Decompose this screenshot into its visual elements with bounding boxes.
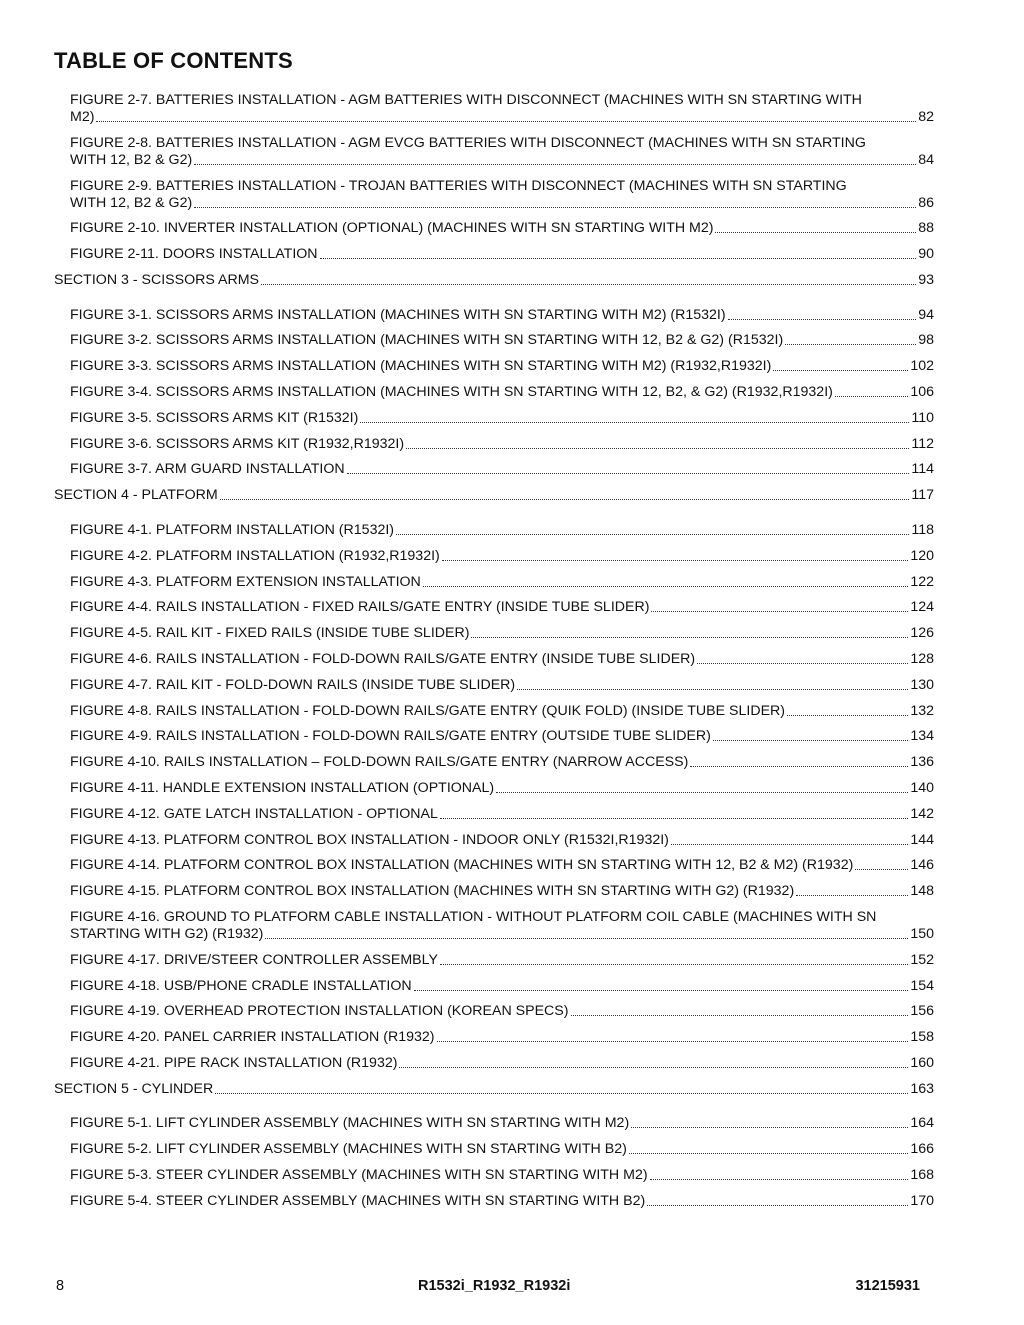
toc-page-number: 156: [910, 1003, 934, 1020]
toc-entry-title: [70, 703, 910, 720]
toc-figure-entry[interactable]: [54, 1115, 934, 1132]
toc-entry-title: [70, 978, 910, 995]
dot-leader: [773, 369, 908, 371]
toc-entry-title: [70, 754, 910, 771]
toc-figure-entry[interactable]: [54, 883, 934, 900]
toc-entry-title: [70, 1167, 910, 1184]
toc-page-number: 94: [918, 306, 934, 323]
toc-figure-entry[interactable]: [54, 832, 934, 849]
toc-entry-title: [70, 780, 910, 797]
toc-entry-text: FIGURE 4-20. PANEL CARRIER INSTALLATION (R1932): [70, 1029, 435, 1046]
toc-entry-text: FIGURE 4-3. PLATFORM EXTENSION INSTALLATION: [70, 573, 421, 590]
toc-figure-entry[interactable]: [54, 358, 934, 375]
toc-figure-entry[interactable]: [54, 651, 934, 668]
toc-figure-entry[interactable]: [54, 754, 934, 771]
toc-page-number: 130: [910, 676, 934, 693]
page-title: TABLE OF CONTENTS: [54, 48, 293, 73]
toc-page-number: 98: [918, 332, 934, 349]
toc-page-number: 148: [910, 883, 934, 900]
dot-leader: [194, 163, 916, 165]
toc-figure-entry[interactable]: [54, 1193, 934, 1210]
toc-entry-text: FIGURE 4-14. PLATFORM CONTROL BOX INSTALLATION (MACHINES WITH SN STARTING WITH 12, B2 & M2) (R1932): [70, 857, 854, 874]
toc-page-number: 128: [910, 650, 934, 667]
toc-page-number: 144: [910, 831, 934, 848]
toc-entry-title: [70, 307, 918, 324]
toc-entry-title: [70, 857, 910, 874]
toc-page-number: 122: [910, 573, 934, 590]
toc-entry-text: FIGURE 4-13. PLATFORM CONTROL BOX INSTALLATION - INDOOR ONLY (R1532I,R1932I): [70, 831, 669, 848]
toc-page-number: 114: [911, 461, 934, 478]
toc-entry-text: FIGURE 4-21. PIPE RACK INSTALLATION (R1932): [70, 1054, 398, 1071]
dot-leader: [496, 791, 908, 793]
toc-page-number: 136: [910, 754, 934, 771]
dot-leader: [414, 989, 909, 991]
table-of-contents: [54, 92, 934, 1219]
toc-entry-text: SECTION 3 - SCISSORS ARMS: [54, 272, 259, 289]
dot-leader: [713, 739, 908, 741]
dot-leader: [347, 472, 910, 474]
toc-figure-entry[interactable]: [54, 522, 934, 539]
toc-entry-title: [70, 410, 911, 427]
toc-page-number: 120: [910, 547, 934, 564]
dot-leader: [629, 1152, 909, 1154]
toc-entry-text: FIGURE 4-2. PLATFORM INSTALLATION (R1932,R1932I): [70, 547, 440, 564]
toc-page-number: 132: [910, 702, 934, 719]
toc-page-number: 126: [910, 625, 934, 642]
toc-entry-text: FIGURE 5-2. LIFT CYLINDER ASSEMBLY (MACHINES WITH SN STARTING WITH B2): [70, 1141, 627, 1158]
dot-leader: [406, 447, 909, 449]
toc-entry-text-line1: FIGURE 2-7. BATTERIES INSTALLATION - AGM BATTERIES WITH DISCONNECT (MACHINES WITH SN STARTING WITH: [70, 92, 862, 108]
toc-figure-entry[interactable]: [54, 909, 934, 943]
toc-entry-text: SECTION 5 - CYLINDER: [54, 1080, 214, 1097]
toc-entry-title: [54, 487, 911, 504]
dot-leader: [835, 395, 908, 397]
toc-entry-title: [70, 599, 910, 616]
toc-entry-text: FIGURE 4-17. DRIVE/STEER CONTROLLER ASSEMBLY: [70, 951, 438, 968]
toc-figure-entry[interactable]: [54, 1003, 934, 1020]
toc-page-number: 168: [910, 1167, 934, 1183]
dot-leader: [855, 868, 908, 870]
toc-figure-entry[interactable]: [54, 599, 934, 616]
toc-entry-title: [70, 651, 910, 668]
toc-entry-text: FIGURE 3-3. SCISSORS ARMS INSTALLATION (MACHINES WITH SN STARTING WITH M2) (R1932,R1932I): [70, 358, 772, 375]
dot-leader: [787, 714, 908, 716]
toc-entry-text: FIGURE 5-3. STEER CYLINDER ASSEMBLY (MACHINES WITH SN STARTING WITH M2): [70, 1167, 648, 1183]
dot-leader: [442, 559, 909, 561]
toc-entry-title: [70, 246, 918, 263]
dot-leader: [194, 206, 916, 208]
toc-entry-title: [70, 522, 911, 539]
toc-figure-entry[interactable]: [54, 857, 934, 874]
toc-entry-title: [70, 92, 918, 126]
toc-entry-title: [70, 178, 918, 212]
toc-figure-entry[interactable]: [54, 574, 934, 591]
toc-entry-text: FIGURE 4-10. RAILS INSTALLATION – FOLD-DOWN RAILS/GATE ENTRY (NARROW ACCESS): [70, 754, 689, 771]
dot-leader: [261, 283, 916, 285]
toc-entry-title: [70, 1003, 910, 1020]
toc-page-number: 158: [910, 1029, 934, 1046]
toc-entry-title: [70, 883, 910, 900]
toc-entry-title: [70, 220, 918, 237]
toc-figure-entry[interactable]: [54, 952, 934, 969]
dot-leader: [651, 610, 908, 612]
toc-entry-text: FIGURE 5-1. LIFT CYLINDER ASSEMBLY (MACHINES WITH SN STARTING WITH M2): [70, 1115, 630, 1132]
toc-page-number: 106: [910, 384, 934, 401]
toc-entry-text: FIGURE 4-8. RAILS INSTALLATION - FOLD-DOWN RAILS/GATE ENTRY (QUIK FOLD) (INSIDE TUBE SLIDER): [70, 702, 786, 719]
dot-leader: [631, 1126, 908, 1128]
toc-figure-entry[interactable]: [54, 1141, 934, 1158]
toc-entry-text: FIGURE 4-19. OVERHEAD PROTECTION INSTALLATION (KOREAN SPECS): [70, 1003, 569, 1020]
toc-page-number: 163: [910, 1080, 934, 1097]
toc-page-number: 88: [918, 220, 934, 237]
toc-figure-entry[interactable]: [54, 1055, 934, 1072]
toc-figure-entry[interactable]: [54, 135, 934, 169]
toc-page-number: 90: [918, 246, 934, 263]
toc-entry-title: [70, 436, 911, 453]
toc-entry-text: FIGURE 4-12. GATE LATCH INSTALLATION - OPTIONAL: [70, 805, 438, 822]
toc-page-number: 140: [910, 779, 934, 796]
toc-entry-text: FIGURE 4-18. USB/PHONE CRADLE INSTALLATION: [70, 977, 412, 994]
toc-entry-text-line2: STARTING WITH G2) (R1932): [70, 925, 264, 942]
toc-entry-title: [70, 728, 910, 745]
toc-entry-title: [70, 832, 910, 849]
toc-page-number: 150: [910, 925, 934, 942]
toc-page-number: 142: [910, 805, 934, 822]
dot-leader: [440, 817, 908, 819]
dot-leader: [785, 343, 916, 345]
dot-leader: [320, 257, 917, 259]
toc-entry-title: [70, 806, 910, 823]
toc-page-number: 134: [910, 728, 934, 745]
dot-leader: [471, 636, 908, 638]
toc-entry-text: FIGURE 4-4. RAILS INSTALLATION - FIXED RAILS/GATE ENTRY (INSIDE TUBE SLIDER): [70, 599, 650, 616]
toc-page-number: 110: [911, 409, 934, 426]
toc-figure-entry[interactable]: [54, 677, 934, 694]
toc-entry-title: [70, 332, 918, 349]
toc-page-number: 82: [918, 109, 934, 125]
toc-page-number: 166: [910, 1141, 934, 1158]
toc-entry-text: FIGURE 4-5. RAIL KIT - FIXED RAILS (INSIDE TUBE SLIDER): [70, 625, 470, 642]
toc-entry-title: [70, 135, 918, 169]
toc-entry-title: [54, 272, 918, 289]
toc-entry-title: [70, 1115, 910, 1132]
toc-page-number: 112: [911, 435, 934, 452]
toc-page-number: 86: [918, 194, 934, 211]
dot-leader: [647, 1204, 908, 1206]
toc-entry-text: FIGURE 3-6. SCISSORS ARMS KIT (R1932,R1932I): [70, 435, 405, 452]
dot-leader: [690, 765, 908, 767]
toc-page-number: 124: [910, 599, 934, 616]
toc-entry-title: [70, 548, 910, 565]
toc-entry-title: [70, 574, 910, 591]
dot-leader: [715, 231, 916, 233]
toc-page-number: 84: [918, 151, 934, 168]
toc-entry-title: [70, 384, 910, 401]
dot-leader: [265, 937, 908, 939]
toc-entry-text: FIGURE 3-5. SCISSORS ARMS KIT (R1532I): [70, 409, 359, 426]
toc-figure-entry[interactable]: [54, 780, 934, 797]
dot-leader: [396, 533, 909, 535]
toc-entry-text: FIGURE 4-7. RAIL KIT - FOLD-DOWN RAILS (INSIDE TUBE SLIDER): [70, 676, 516, 693]
dot-leader: [96, 120, 916, 122]
toc-figure-entry[interactable]: [54, 548, 934, 565]
toc-entry-title: [70, 1055, 910, 1072]
footer-document-number: 31215931: [855, 1278, 920, 1294]
toc-entry-text-line2: WITH 12, B2 & G2): [70, 194, 193, 211]
toc-page-number: 170: [910, 1192, 934, 1209]
dot-leader: [671, 843, 908, 845]
toc-entry-text: FIGURE 4-6. RAILS INSTALLATION - FOLD-DOWN RAILS/GATE ENTRY (INSIDE TUBE SLIDER): [70, 650, 696, 667]
dot-leader: [697, 662, 908, 664]
toc-entry-text-line1: FIGURE 2-8. BATTERIES INSTALLATION - AGM EVCG BATTERIES WITH DISCONNECT (MACHINES WITH SN STARTING: [70, 134, 866, 151]
toc-entry-text-line2: M2): [70, 109, 95, 125]
toc-figure-entry[interactable]: [54, 1029, 934, 1046]
toc-entry-title: [70, 461, 911, 478]
toc-figure-entry[interactable]: [54, 625, 934, 642]
toc-figure-entry[interactable]: [54, 1167, 934, 1184]
toc-figure-entry[interactable]: [54, 436, 934, 453]
toc-figure-entry[interactable]: [54, 806, 934, 823]
toc-entry-text: FIGURE 4-11. HANDLE EXTENSION INSTALLATION (OPTIONAL): [70, 779, 495, 796]
toc-entry-text: FIGURE 4-9. RAILS INSTALLATION - FOLD-DOWN RAILS/GATE ENTRY (OUTSIDE TUBE SLIDER): [70, 728, 711, 745]
toc-page-number: 164: [910, 1115, 934, 1132]
toc-entry-title: [70, 358, 910, 375]
dot-leader: [399, 1066, 908, 1068]
toc-entry-text: FIGURE 3-2. SCISSORS ARMS INSTALLATION (MACHINES WITH SN STARTING WITH 12, B2 & G2) (R1532I): [70, 332, 784, 349]
toc-entry-title: [70, 677, 910, 694]
toc-entry-title: [54, 1081, 910, 1098]
toc-figure-entry[interactable]: [54, 178, 934, 212]
toc-figure-entry[interactable]: [54, 220, 934, 237]
dot-leader: [650, 1178, 909, 1180]
toc-figure-entry[interactable]: [54, 410, 934, 427]
toc-page-number: 93: [918, 272, 934, 289]
toc-entry-title: [70, 1029, 910, 1046]
toc-figure-entry[interactable]: [54, 384, 934, 401]
toc-page-number: 160: [910, 1054, 934, 1071]
dot-leader: [517, 688, 908, 690]
toc-figure-entry[interactable]: [54, 703, 934, 720]
toc-figure-entry[interactable]: [54, 92, 934, 126]
toc-entry-text-line1: FIGURE 4-16. GROUND TO PLATFORM CABLE INSTALLATION - WITHOUT PLATFORM COIL CABLE (MACHINES WITH SN: [70, 908, 877, 925]
toc-figure-entry[interactable]: [54, 246, 934, 263]
toc-page-number: 152: [910, 951, 934, 968]
dot-leader: [423, 585, 909, 587]
dot-leader: [437, 1040, 909, 1042]
toc-entry-title: [70, 909, 910, 943]
page-footer: [54, 1278, 920, 1298]
toc-page-number: 102: [910, 358, 934, 375]
toc-entry-title: [70, 1141, 910, 1158]
toc-figure-entry[interactable]: [54, 461, 934, 478]
toc-entry-text: FIGURE 3-4. SCISSORS ARMS INSTALLATION (MACHINES WITH SN STARTING WITH 12, B2, & G2) (R1932,R1932I): [70, 384, 833, 401]
toc-entry-text: FIGURE 4-1. PLATFORM INSTALLATION (R1532I): [70, 521, 395, 538]
toc-section-entry[interactable]: [54, 487, 934, 504]
toc-entry-title: [70, 952, 910, 969]
toc-figure-entry[interactable]: [54, 978, 934, 995]
toc-entry-title: [70, 1193, 910, 1210]
toc-entry-text: FIGURE 3-7. ARM GUARD INSTALLATION: [70, 461, 345, 478]
dot-leader: [571, 1014, 909, 1016]
toc-page-number: 118: [911, 521, 934, 538]
footer-page-number: 8: [56, 1278, 65, 1294]
footer-model-name: R1532i_R1932_R1932i: [418, 1278, 571, 1294]
toc-figure-entry[interactable]: [54, 332, 934, 349]
toc-entry-text: FIGURE 4-15. PLATFORM CONTROL BOX INSTALLATION (MACHINES WITH SN STARTING WITH G2) (R1932): [70, 883, 795, 900]
toc-entry-text-line2: WITH 12, B2 & G2): [70, 151, 193, 168]
toc-figure-entry[interactable]: [54, 307, 934, 324]
dot-leader: [440, 963, 908, 965]
toc-entry-text-line1: FIGURE 2-9. BATTERIES INSTALLATION - TROJAN BATTERIES WITH DISCONNECT (MACHINES WITH SN STARTING: [70, 177, 847, 194]
toc-page-number: 154: [910, 977, 934, 994]
dot-leader: [220, 498, 910, 500]
toc-section-entry[interactable]: [54, 272, 934, 289]
toc-entry-title: [70, 625, 910, 642]
toc-entry-text: FIGURE 2-10. INVERTER INSTALLATION (OPTIONAL) (MACHINES WITH SN STARTING WITH M2): [70, 220, 714, 237]
dot-leader: [215, 1092, 908, 1094]
toc-section-entry[interactable]: [54, 1081, 934, 1098]
dot-leader: [360, 421, 909, 423]
dot-leader: [728, 318, 917, 320]
dot-leader: [796, 894, 908, 896]
toc-page-number: 146: [910, 857, 934, 874]
toc-entry-text: FIGURE 5-4. STEER CYLINDER ASSEMBLY (MACHINES WITH SN STARTING WITH B2): [70, 1192, 646, 1209]
toc-entry-text: SECTION 4 - PLATFORM: [54, 487, 218, 504]
toc-page-number: 117: [911, 487, 934, 504]
toc-figure-entry[interactable]: [54, 728, 934, 745]
toc-entry-text: FIGURE 2-11. DOORS INSTALLATION: [70, 246, 318, 263]
toc-entry-text: FIGURE 3-1. SCISSORS ARMS INSTALLATION (MACHINES WITH SN STARTING WITH M2) (R1532I): [70, 306, 726, 323]
